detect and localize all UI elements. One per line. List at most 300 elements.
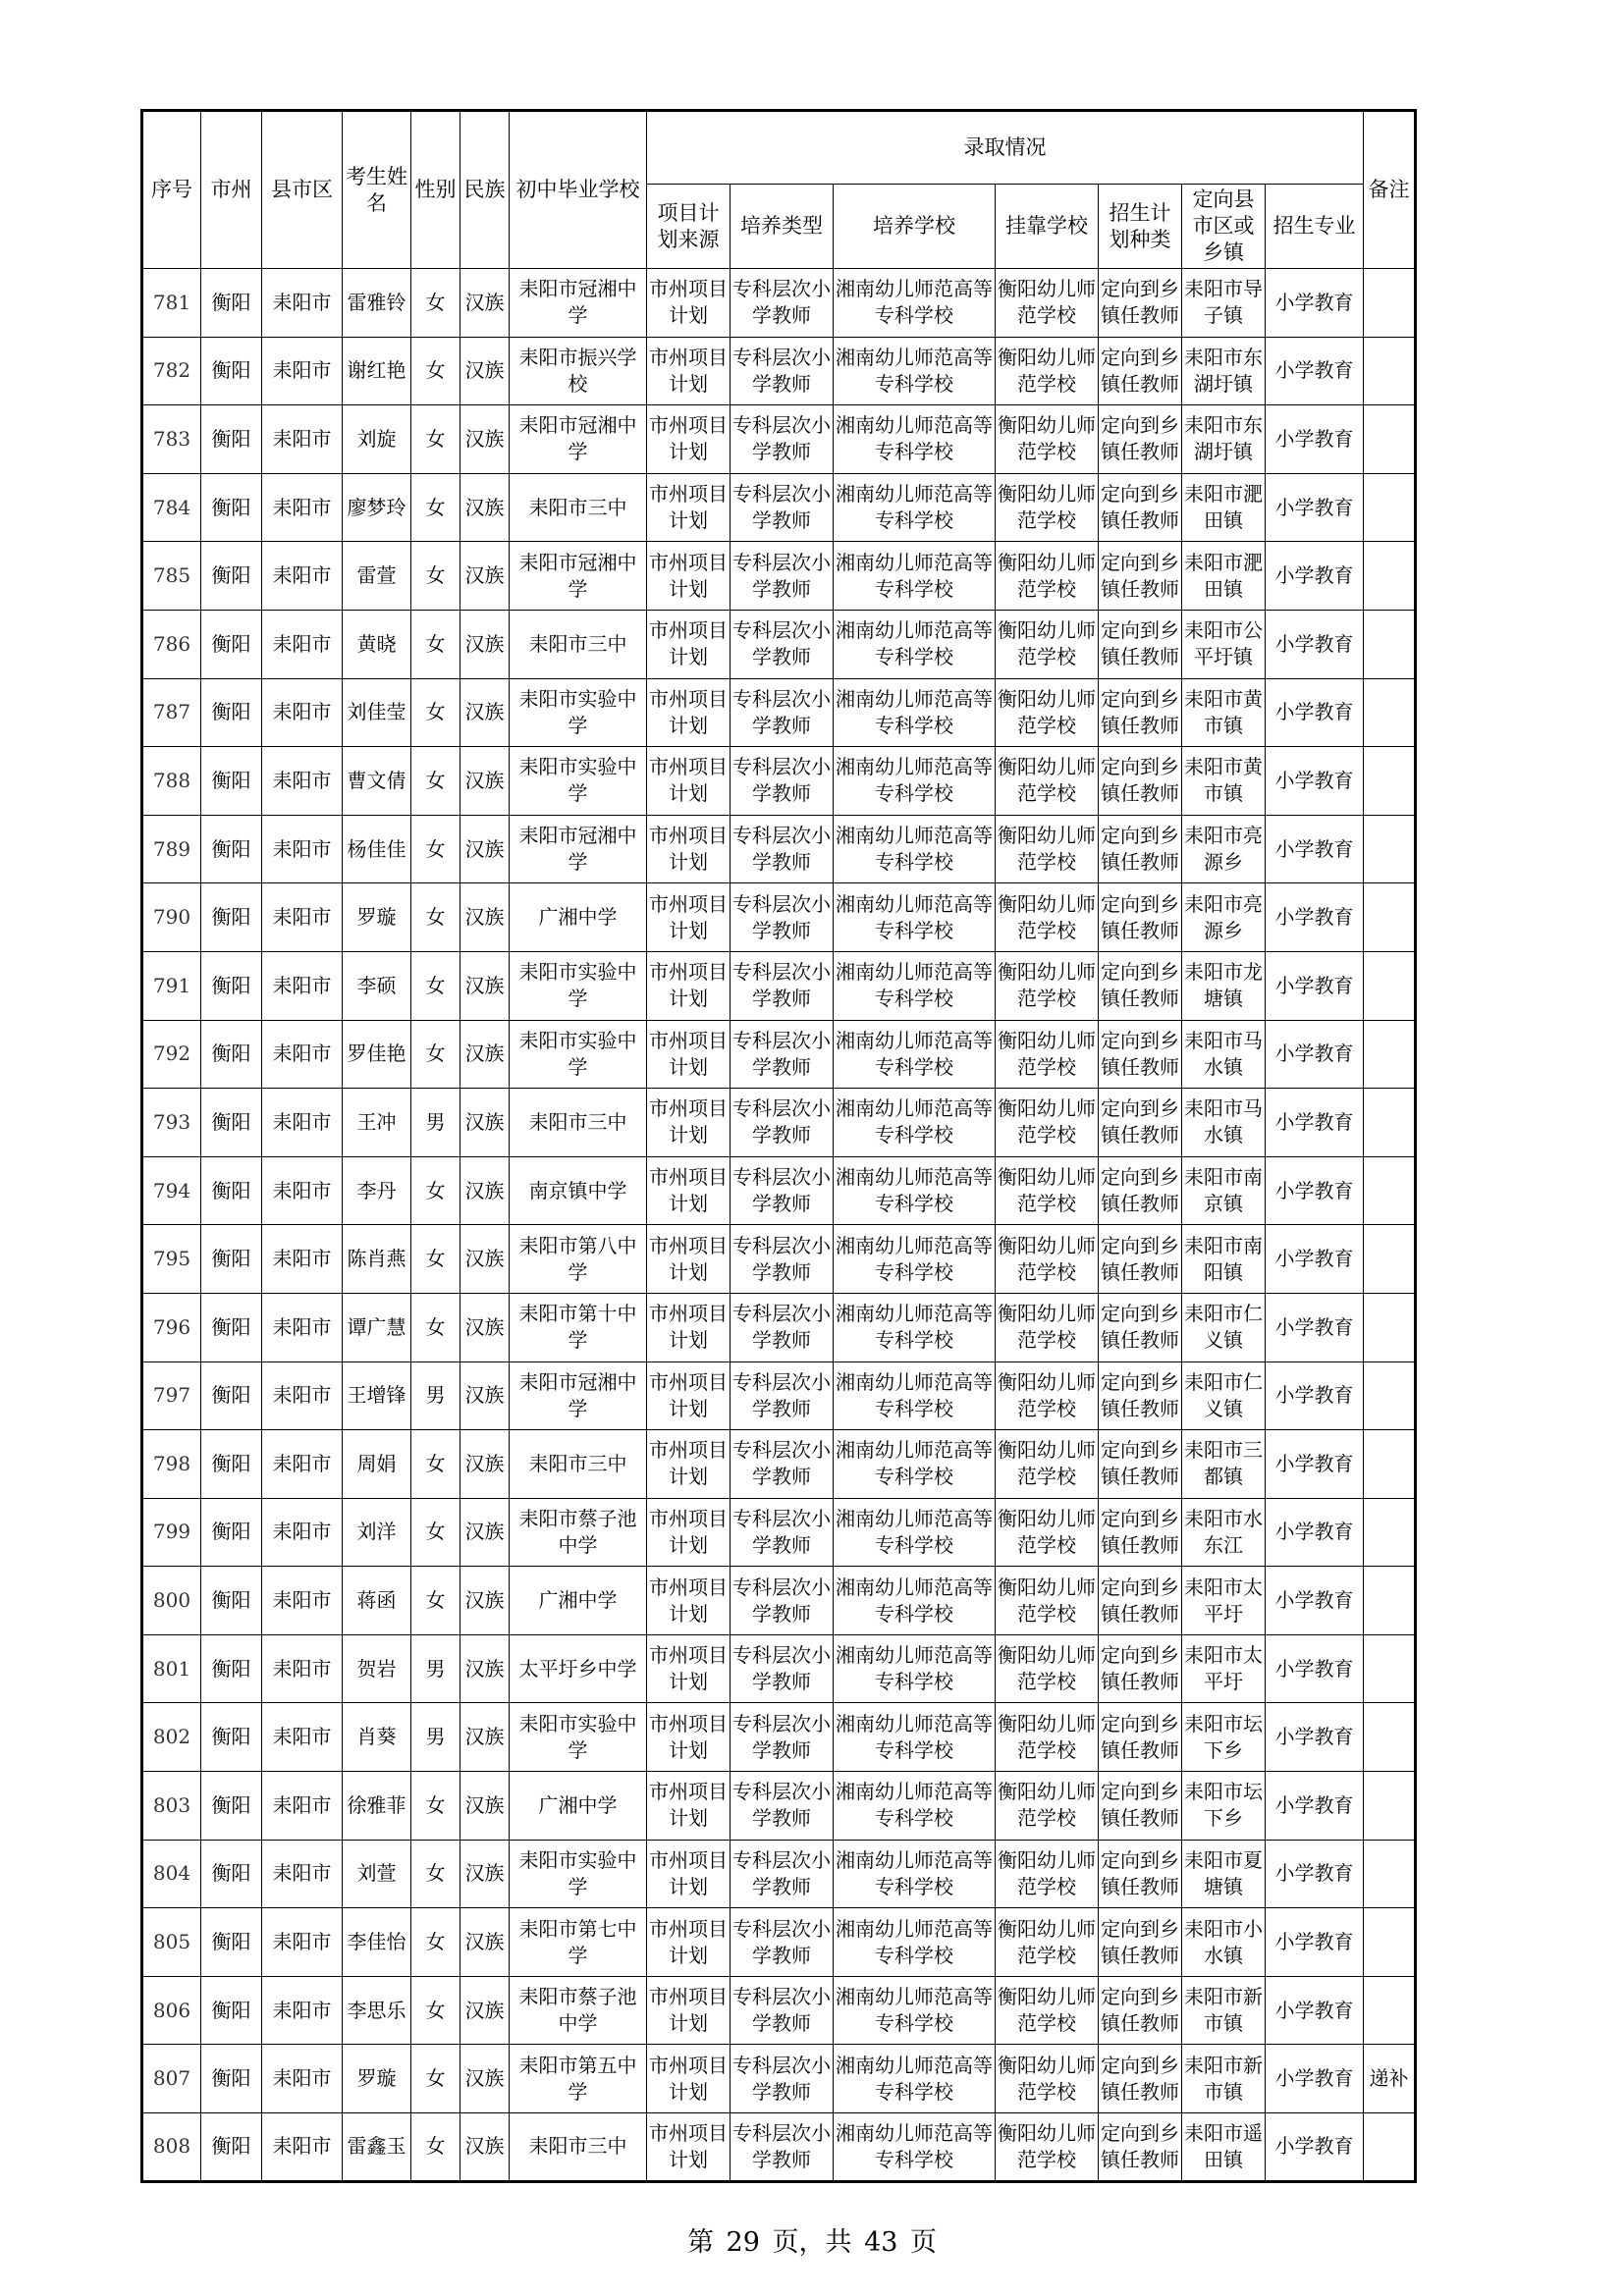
cell-remark (1364, 405, 1416, 474)
cell-attached-school: 衡阳幼儿师范学校 (996, 2113, 1099, 2182)
cell-school: 耒阳市蔡子池中学 (510, 1976, 647, 2045)
cell-train-type: 专科层次小学教师 (731, 1772, 834, 1841)
cell-attached-school: 衡阳幼儿师范学校 (996, 1772, 1099, 1841)
cell-attached-school: 衡阳幼儿师范学校 (996, 473, 1099, 542)
cell-county: 耒阳市 (262, 1225, 343, 1294)
cell-attached-school: 衡阳幼儿师范学校 (996, 747, 1099, 816)
cell-city: 衡阳 (201, 1634, 262, 1703)
cell-target-text: 耒阳市亮源乡 (1184, 824, 1263, 875)
cell-county: 耒阳市 (262, 1020, 343, 1089)
cell-train-school: 湘南幼儿师范高等专科学校 (834, 747, 996, 816)
footer-page-number: 29 (726, 2227, 760, 2258)
cell-ethnicity: 汉族 (460, 542, 510, 611)
cell-plan-type-text: 定向到乡镇任教师 (1101, 755, 1179, 806)
cell-target-text: 耒阳市小水镇 (1184, 1916, 1263, 1967)
cell-ethnicity: 汉族 (460, 951, 510, 1020)
cell-attached-school: 衡阳幼儿师范学校 (996, 678, 1099, 747)
cell-target (1182, 1020, 1266, 1089)
cell-major: 小学教育 (1266, 269, 1364, 338)
cell-name: 肖葵 (343, 1703, 411, 1772)
table-row (142, 1293, 1416, 1362)
cell-train-school: 湘南幼儿师范高等专科学校 (834, 2045, 996, 2113)
cell-train-school: 湘南幼儿师范高等专科学校 (834, 1089, 996, 1157)
cell-plan-source: 市州项目计划 (647, 2045, 731, 2113)
cell-train-type: 专科层次小学教师 (731, 951, 834, 1020)
table-row (142, 1908, 1416, 1977)
footer-mid: 页，共 (772, 2227, 852, 2258)
cell-name: 罗璇 (343, 883, 411, 952)
cell-attached-school: 衡阳幼儿师范学校 (996, 1089, 1099, 1157)
cell-plan-source: 市州项目计划 (647, 1567, 731, 1635)
cell-plan-type (1099, 1089, 1182, 1157)
cell-target-text: 耒阳市淝田镇 (1184, 482, 1263, 533)
cell-school: 耒阳市实验中学 (510, 678, 647, 747)
cell-seq: 797 (142, 1362, 201, 1430)
cell-major: 小学教育 (1266, 542, 1364, 611)
cell-school: 耒阳市蔡子池中学 (510, 1498, 647, 1567)
cell-ethnicity: 汉族 (460, 1703, 510, 1772)
cell-plan-type-text: 定向到乡镇任教师 (1101, 2120, 1179, 2171)
cell-gender: 男 (411, 1703, 460, 1772)
cell-target-text: 耒阳市马水镇 (1184, 1096, 1263, 1148)
cell-gender: 女 (411, 2113, 460, 2182)
cell-gender: 女 (411, 1772, 460, 1841)
cell-plan-type-text: 定向到乡镇任教师 (1101, 1575, 1179, 1626)
cell-target-text: 耒阳市水东江 (1184, 1506, 1263, 1557)
table-row (142, 815, 1416, 883)
cell-train-type: 专科层次小学教师 (731, 883, 834, 952)
cell-county: 耒阳市 (262, 883, 343, 952)
cell-target (1182, 1634, 1266, 1703)
cell-plan-type-text: 定向到乡镇任教师 (1101, 686, 1179, 737)
cell-remark (1364, 1156, 1416, 1225)
cell-plan-type (1099, 951, 1182, 1020)
cell-remark (1364, 1772, 1416, 1841)
cell-gender: 女 (411, 1840, 460, 1908)
cell-school: 耒阳市冠湘中学 (510, 1362, 647, 1430)
cell-attached-school: 衡阳幼儿师范学校 (996, 951, 1099, 1020)
cell-train-type: 专科层次小学教师 (731, 610, 834, 678)
cell-attached-school: 衡阳幼儿师范学校 (996, 1225, 1099, 1294)
cell-plan-source: 市州项目计划 (647, 951, 731, 1020)
cell-target (1182, 542, 1266, 611)
table-body (142, 269, 1416, 2182)
cell-major: 小学教育 (1266, 1362, 1364, 1430)
cell-seq: 783 (142, 405, 201, 474)
cell-city: 衡阳 (201, 610, 262, 678)
table-row (142, 747, 1416, 816)
cell-city: 衡阳 (201, 951, 262, 1020)
cell-name: 李思乐 (343, 1976, 411, 2045)
table-row (142, 405, 1416, 474)
cell-county: 耒阳市 (262, 337, 343, 405)
cell-target-text: 耒阳市太平圩 (1184, 1575, 1263, 1626)
cell-city: 衡阳 (201, 1908, 262, 1977)
table-row (142, 678, 1416, 747)
cell-train-school: 湘南幼儿师范高等专科学校 (834, 678, 996, 747)
cell-ethnicity: 汉族 (460, 1772, 510, 1841)
cell-train-school: 湘南幼儿师范高等专科学校 (834, 815, 996, 883)
cell-name: 罗佳艳 (343, 1020, 411, 1089)
cell-gender: 女 (411, 883, 460, 952)
table-row (142, 883, 1416, 952)
cell-ethnicity: 汉族 (460, 1498, 510, 1567)
cell-target (1182, 405, 1266, 474)
cell-major: 小学教育 (1266, 678, 1364, 747)
cell-train-type: 专科层次小学教师 (731, 1498, 834, 1567)
cell-county: 耒阳市 (262, 1498, 343, 1567)
cell-ethnicity: 汉族 (460, 883, 510, 952)
cell-seq: 798 (142, 1430, 201, 1499)
cell-train-type: 专科层次小学教师 (731, 1840, 834, 1908)
cell-plan-type (1099, 542, 1182, 611)
table-row (142, 1020, 1416, 1089)
cell-county: 耒阳市 (262, 1362, 343, 1430)
cell-remark (1364, 1703, 1416, 1772)
cell-target (1182, 1498, 1266, 1567)
cell-city: 衡阳 (201, 1089, 262, 1157)
cell-major: 小学教育 (1266, 1908, 1364, 1977)
cell-gender: 女 (411, 1908, 460, 1977)
cell-plan-type (1099, 473, 1182, 542)
cell-seq: 788 (142, 747, 201, 816)
cell-plan-source: 市州项目计划 (647, 1225, 731, 1294)
cell-plan-type-text: 定向到乡镇任教师 (1101, 550, 1179, 601)
cell-county: 耒阳市 (262, 1293, 343, 1362)
cell-county: 耒阳市 (262, 678, 343, 747)
cell-train-type: 专科层次小学教师 (731, 1020, 834, 1089)
cell-ethnicity: 汉族 (460, 269, 510, 338)
cell-train-school: 湘南幼儿师范高等专科学校 (834, 1634, 996, 1703)
cell-target-text: 耒阳市三都镇 (1184, 1438, 1263, 1489)
cell-train-type: 专科层次小学教师 (731, 337, 834, 405)
cell-remark (1364, 1567, 1416, 1635)
table-row (142, 542, 1416, 611)
cell-county: 耒阳市 (262, 2045, 343, 2113)
footer-suffix: 页 (910, 2227, 938, 2258)
cell-plan-type-text: 定向到乡镇任教师 (1101, 1847, 1179, 1898)
cell-gender: 女 (411, 610, 460, 678)
cell-plan-type (1099, 269, 1182, 338)
cell-train-type: 专科层次小学教师 (731, 1908, 834, 1977)
cell-target-text: 耒阳市亮源乡 (1184, 891, 1263, 942)
cell-plan-type-text: 定向到乡镇任教师 (1101, 1165, 1179, 1216)
table-row (142, 337, 1416, 405)
cell-seq: 782 (142, 337, 201, 405)
cell-school: 耒阳市三中 (510, 1089, 647, 1157)
cell-name: 李佳怡 (343, 1908, 411, 1977)
cell-seq: 781 (142, 269, 201, 338)
cell-plan-source: 市州项目计划 (647, 1840, 731, 1908)
cell-county: 耒阳市 (262, 2113, 343, 2182)
cell-plan-type (1099, 1772, 1182, 1841)
cell-school: 耒阳市第八中学 (510, 1225, 647, 1294)
cell-name: 贺岩 (343, 1634, 411, 1703)
cell-train-school: 湘南幼儿师范高等专科学校 (834, 1703, 996, 1772)
cell-school: 耒阳市实验中学 (510, 747, 647, 816)
cell-city: 衡阳 (201, 1156, 262, 1225)
cell-train-school: 湘南幼儿师范高等专科学校 (834, 1840, 996, 1908)
cell-plan-type (1099, 1156, 1182, 1225)
cell-major: 小学教育 (1266, 405, 1364, 474)
header-attached-school: 挂靠学校 (996, 185, 1099, 269)
cell-target (1182, 1362, 1266, 1430)
cell-train-school: 湘南幼儿师范高等专科学校 (834, 1362, 996, 1430)
cell-gender: 女 (411, 1225, 460, 1294)
cell-target-text: 耒阳市公平圩镇 (1184, 618, 1263, 669)
table-row (142, 1567, 1416, 1635)
cell-seq: 808 (142, 2113, 201, 2182)
cell-plan-type-text: 定向到乡镇任教师 (1101, 1916, 1179, 1967)
cell-train-school: 湘南幼儿师范高等专科学校 (834, 1430, 996, 1499)
cell-target (1182, 678, 1266, 747)
cell-target-text: 耒阳市遥田镇 (1184, 2120, 1263, 2171)
cell-remark (1364, 1840, 1416, 1908)
cell-plan-type-text: 定向到乡镇任教师 (1101, 345, 1179, 396)
cell-train-school: 湘南幼儿师范高等专科学校 (834, 1976, 996, 2045)
cell-target-text: 耒阳市坛下乡 (1184, 1711, 1263, 1762)
cell-remark (1364, 473, 1416, 542)
cell-remark (1364, 747, 1416, 816)
page-footer (0, 2220, 1624, 2259)
cell-county: 耒阳市 (262, 1430, 343, 1499)
cell-remark (1364, 678, 1416, 747)
cell-remark (1364, 1362, 1416, 1430)
cell-plan-type (1099, 883, 1182, 952)
cell-target-text: 耒阳市新市镇 (1184, 2053, 1263, 2104)
cell-seq: 796 (142, 1293, 201, 1362)
cell-target (1182, 1567, 1266, 1635)
cell-plan-type (1099, 1498, 1182, 1567)
cell-major: 小学教育 (1266, 747, 1364, 816)
cell-target (1182, 337, 1266, 405)
cell-city: 衡阳 (201, 542, 262, 611)
cell-name: 刘佳莹 (343, 678, 411, 747)
cell-seq: 801 (142, 1634, 201, 1703)
cell-gender: 女 (411, 337, 460, 405)
cell-attached-school: 衡阳幼儿师范学校 (996, 2045, 1099, 2113)
table-row (142, 2045, 1416, 2113)
cell-plan-type (1099, 815, 1182, 883)
cell-target-text: 耒阳市黄市镇 (1184, 686, 1263, 737)
cell-target-text: 耒阳市导子镇 (1184, 277, 1263, 328)
cell-school: 耒阳市冠湘中学 (510, 815, 647, 883)
cell-county: 耒阳市 (262, 269, 343, 338)
cell-city: 衡阳 (201, 815, 262, 883)
cell-school: 广湘中学 (510, 1772, 647, 1841)
cell-plan-type-text: 定向到乡镇任教师 (1101, 618, 1179, 669)
cell-plan-source: 市州项目计划 (647, 610, 731, 678)
cell-attached-school: 衡阳幼儿师范学校 (996, 610, 1099, 678)
cell-train-type: 专科层次小学教师 (731, 1089, 834, 1157)
cell-plan-type (1099, 678, 1182, 747)
cell-school: 耒阳市冠湘中学 (510, 269, 647, 338)
cell-remark: 递补 (1364, 2045, 1416, 2113)
cell-train-school: 湘南幼儿师范高等专科学校 (834, 542, 996, 611)
cell-target-text: 耒阳市夏塘镇 (1184, 1847, 1263, 1898)
cell-gender: 女 (411, 542, 460, 611)
cell-name: 李丹 (343, 1156, 411, 1225)
cell-train-type: 专科层次小学教师 (731, 1430, 834, 1499)
cell-major: 小学教育 (1266, 2045, 1364, 2113)
cell-major: 小学教育 (1266, 1498, 1364, 1567)
cell-school: 耒阳市三中 (510, 1430, 647, 1499)
footer-total-pages: 43 (864, 2227, 898, 2258)
table-row (142, 610, 1416, 678)
cell-attached-school: 衡阳幼儿师范学校 (996, 337, 1099, 405)
cell-train-school: 湘南幼儿师范高等专科学校 (834, 1908, 996, 1977)
cell-target (1182, 2113, 1266, 2182)
cell-school: 耒阳市振兴学校 (510, 337, 647, 405)
cell-train-school: 湘南幼儿师范高等专科学校 (834, 269, 996, 338)
cell-major: 小学教育 (1266, 951, 1364, 1020)
cell-ethnicity: 汉族 (460, 610, 510, 678)
cell-gender: 女 (411, 1430, 460, 1499)
cell-city: 衡阳 (201, 1020, 262, 1089)
cell-train-type: 专科层次小学教师 (731, 747, 834, 816)
cell-plan-source: 市州项目计划 (647, 883, 731, 952)
header-target: 定向县市区或乡镇 (1182, 185, 1266, 269)
cell-name: 杨佳佳 (343, 815, 411, 883)
cell-major: 小学教育 (1266, 1020, 1364, 1089)
cell-seq: 787 (142, 678, 201, 747)
cell-county: 耒阳市 (262, 1908, 343, 1977)
cell-county: 耒阳市 (262, 405, 343, 474)
cell-name: 李硕 (343, 951, 411, 1020)
table-row (142, 1089, 1416, 1157)
cell-name: 刘洋 (343, 1498, 411, 1567)
cell-remark (1364, 337, 1416, 405)
cell-plan-type (1099, 1840, 1182, 1908)
cell-ethnicity: 汉族 (460, 337, 510, 405)
cell-county: 耒阳市 (262, 1089, 343, 1157)
header-major: 招生专业 (1266, 185, 1364, 269)
cell-seq: 799 (142, 1498, 201, 1567)
cell-attached-school: 衡阳幼儿师范学校 (996, 269, 1099, 338)
cell-train-type: 专科层次小学教师 (731, 1156, 834, 1225)
cell-county: 耒阳市 (262, 1567, 343, 1635)
cell-school: 耒阳市实验中学 (510, 1703, 647, 1772)
cell-target (1182, 473, 1266, 542)
cell-major: 小学教育 (1266, 1567, 1364, 1635)
cell-major: 小学教育 (1266, 1634, 1364, 1703)
cell-plan-type-text: 定向到乡镇任教师 (1101, 1643, 1179, 1694)
cell-gender: 女 (411, 951, 460, 1020)
table-row (142, 1430, 1416, 1499)
cell-school: 耒阳市冠湘中学 (510, 405, 647, 474)
cell-plan-source: 市州项目计划 (647, 337, 731, 405)
cell-ethnicity: 汉族 (460, 1634, 510, 1703)
cell-plan-source: 市州项目计划 (647, 1498, 731, 1567)
cell-target (1182, 1976, 1266, 2045)
cell-gender: 女 (411, 1293, 460, 1362)
cell-county: 耒阳市 (262, 747, 343, 816)
table-row (142, 1156, 1416, 1225)
cell-name: 陈肖燕 (343, 1225, 411, 1294)
cell-attached-school: 衡阳幼儿师范学校 (996, 1498, 1099, 1567)
cell-major: 小学教育 (1266, 1430, 1364, 1499)
cell-ethnicity: 汉族 (460, 473, 510, 542)
cell-name: 曹文倩 (343, 747, 411, 816)
cell-attached-school: 衡阳幼儿师范学校 (996, 1908, 1099, 1977)
header-city: 市州 (201, 111, 262, 269)
cell-train-type: 专科层次小学教师 (731, 1293, 834, 1362)
cell-target-text: 耒阳市东湖圩镇 (1184, 345, 1263, 396)
cell-train-type: 专科层次小学教师 (731, 1567, 834, 1635)
cell-plan-type-text: 定向到乡镇任教师 (1101, 1233, 1179, 1284)
cell-name: 周娟 (343, 1430, 411, 1499)
cell-target-text: 耒阳市南阳镇 (1184, 1233, 1263, 1284)
header-plan-type: 招生计划种类 (1099, 185, 1182, 269)
table-row (142, 1703, 1416, 1772)
cell-remark (1364, 883, 1416, 952)
cell-county: 耒阳市 (262, 1156, 343, 1225)
cell-plan-type (1099, 2045, 1182, 2113)
table-row (142, 1498, 1416, 1567)
cell-plan-type (1099, 1567, 1182, 1635)
cell-train-type: 专科层次小学教师 (731, 1362, 834, 1430)
cell-plan-type-text: 定向到乡镇任教师 (1101, 824, 1179, 875)
cell-gender: 男 (411, 1634, 460, 1703)
cell-plan-source: 市州项目计划 (647, 747, 731, 816)
cell-school: 耒阳市第十中学 (510, 1293, 647, 1362)
cell-major: 小学教育 (1266, 1089, 1364, 1157)
cell-ethnicity: 汉族 (460, 1567, 510, 1635)
cell-attached-school: 衡阳幼儿师范学校 (996, 1362, 1099, 1430)
cell-school: 耒阳市实验中学 (510, 1840, 647, 1908)
cell-train-type: 专科层次小学教师 (731, 2113, 834, 2182)
cell-name: 王冲 (343, 1089, 411, 1157)
cell-city: 衡阳 (201, 337, 262, 405)
cell-plan-type-text: 定向到乡镇任教师 (1101, 1028, 1179, 1079)
cell-train-type: 专科层次小学教师 (731, 678, 834, 747)
cell-target (1182, 2045, 1266, 2113)
admission-table (140, 109, 1417, 2183)
cell-plan-type-text: 定向到乡镇任教师 (1101, 1780, 1179, 1831)
header-remark: 备注 (1364, 111, 1416, 269)
cell-city: 衡阳 (201, 2045, 262, 2113)
cell-school: 南京镇中学 (510, 1156, 647, 1225)
header-ethnicity: 民族 (460, 111, 510, 269)
cell-ethnicity: 汉族 (460, 2045, 510, 2113)
cell-plan-type-text: 定向到乡镇任教师 (1101, 891, 1179, 942)
table-row (142, 269, 1416, 338)
cell-seq: 785 (142, 542, 201, 611)
cell-train-type: 专科层次小学教师 (731, 269, 834, 338)
cell-plan-type (1099, 2113, 1182, 2182)
cell-train-type: 专科层次小学教师 (731, 1703, 834, 1772)
cell-county: 耒阳市 (262, 1634, 343, 1703)
cell-name: 刘旋 (343, 405, 411, 474)
cell-remark (1364, 542, 1416, 611)
cell-attached-school: 衡阳幼儿师范学校 (996, 405, 1099, 474)
cell-gender: 女 (411, 1020, 460, 1089)
cell-county: 耒阳市 (262, 1772, 343, 1841)
header-gender: 性别 (411, 111, 460, 269)
cell-county: 耒阳市 (262, 542, 343, 611)
cell-train-school: 湘南幼儿师范高等专科学校 (834, 951, 996, 1020)
cell-attached-school: 衡阳幼儿师范学校 (996, 1156, 1099, 1225)
cell-seq: 804 (142, 1840, 201, 1908)
cell-train-school: 湘南幼儿师范高等专科学校 (834, 610, 996, 678)
cell-city: 衡阳 (201, 1840, 262, 1908)
cell-city: 衡阳 (201, 1498, 262, 1567)
cell-city: 衡阳 (201, 1772, 262, 1841)
cell-plan-source: 市州项目计划 (647, 1020, 731, 1089)
cell-plan-source: 市州项目计划 (647, 1772, 731, 1841)
cell-county: 耒阳市 (262, 610, 343, 678)
cell-target-text: 耒阳市仁义镇 (1184, 1302, 1263, 1353)
